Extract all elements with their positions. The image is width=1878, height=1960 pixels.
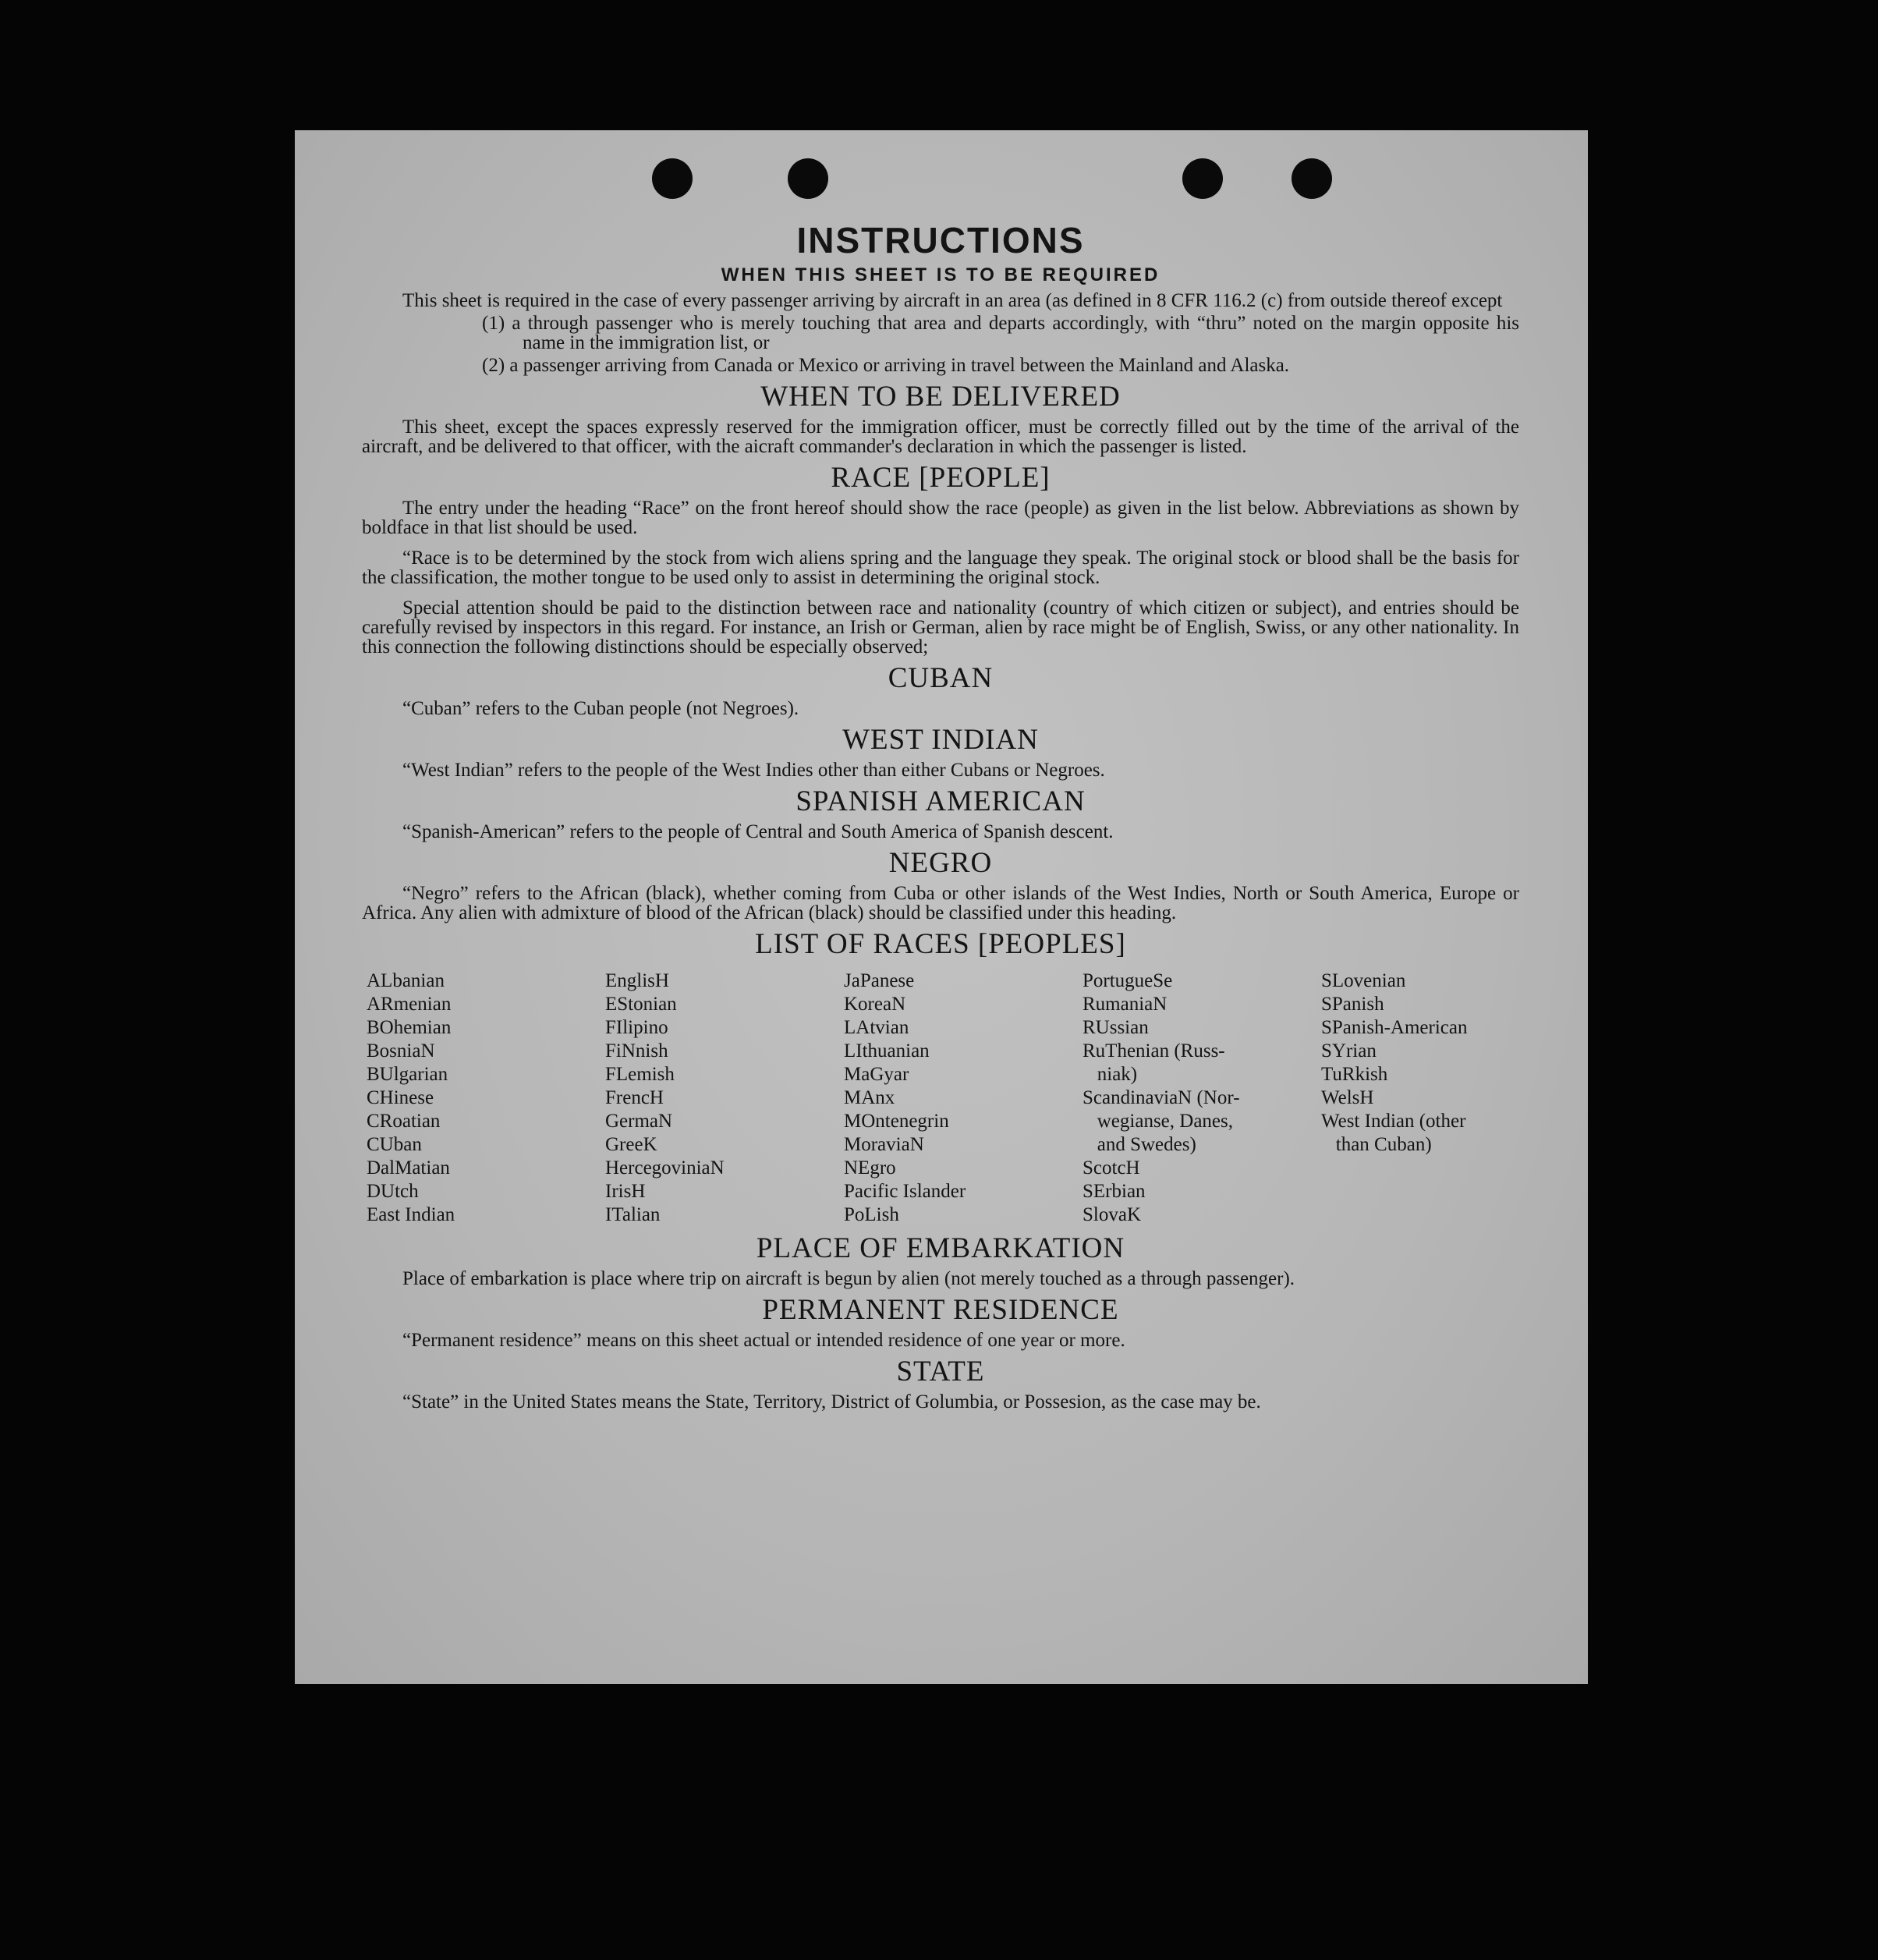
- cuban-paragraph: “Cuban” refers to the Cuban people (not Negroes).: [402, 698, 799, 719]
- races-list: [367, 969, 1519, 1227]
- race-entry: ScandinaviaN (Nor-: [1083, 1087, 1240, 1108]
- race-entry: MAnx: [844, 1087, 895, 1108]
- race-entry: SPanish: [1321, 994, 1384, 1015]
- race-entry: RumaniaN: [1083, 994, 1168, 1015]
- race-entry: ALbanian: [367, 970, 445, 991]
- race-paragraph-2: “Race is to be determined by the stock from wich aliens spring and the language they speak. The original stock or blood shall be the basis for the classification, the mother tongue to be used only to assist in determining the original stock.: [362, 548, 1519, 588]
- races-column: [605, 969, 844, 1227]
- race-entry: ARmenian: [367, 994, 452, 1015]
- races-column: [1321, 969, 1555, 1227]
- section-heading-west-indian: WEST INDIAN: [842, 724, 1039, 756]
- race-entry: RuThenian (Russ-: [1083, 1040, 1225, 1062]
- exception-item-2: (2) a passenger arriving from Canada or Mexico or arriving in travel between the Mainland and Alaska.: [482, 355, 1290, 376]
- race-entry: BosniaN: [367, 1040, 435, 1062]
- race-entry: TuRkish: [1321, 1064, 1388, 1085]
- race-entry: than Cuban): [1321, 1134, 1432, 1155]
- race-entry: niak): [1083, 1064, 1138, 1085]
- state-paragraph: “State” in the United States means the State, Territory, District of Golumbia, or Possesion, as the case may be.: [402, 1391, 1261, 1412]
- section-heading-cuban: CUBAN: [888, 662, 994, 694]
- race-entry: HercegoviniaN: [605, 1157, 725, 1178]
- spanish-american-paragraph: “Spanish-American” refers to the people of Central and South America of Spanish descent.: [402, 821, 1114, 842]
- race-entry: CUban: [367, 1134, 422, 1155]
- instruction-sheet: [295, 130, 1588, 1684]
- race-entry: CHinese: [367, 1087, 434, 1108]
- section-heading-embarkation: PLACE OF EMBARKATION: [756, 1232, 1125, 1264]
- race-entry: RUssian: [1083, 1017, 1149, 1038]
- race-entry: GreeK: [605, 1134, 657, 1155]
- residence-paragraph: “Permanent residence” means on this sheet actual or intended residence of one year or more.: [402, 1330, 1125, 1351]
- section-heading-negro: NEGRO: [888, 847, 993, 879]
- race-entry: EnglisH: [605, 970, 669, 991]
- race-entry: GermaN: [605, 1111, 673, 1132]
- race-entry: NEgro: [844, 1157, 896, 1178]
- race-paragraph-3: Special attention should be paid to the distinction between race and nationality (country of which citizen or subject), and entries should be carefully revised by inspectors in this regard. For instance, an Irish or German, alien by race might be of English, Swiss, or any other nationality. In this connection the following distinctions should be especially observed;: [362, 597, 1519, 657]
- race-entry: and Swedes): [1083, 1134, 1196, 1155]
- race-entry: WelsH: [1321, 1087, 1374, 1108]
- section-heading-delivered: WHEN TO BE DELIVERED: [760, 381, 1121, 413]
- embarkation-paragraph: Place of embarkation is place where trip on aircraft is begun by alien (not merely touched as a through passenger).: [402, 1268, 1295, 1289]
- punch-hole: [1182, 158, 1223, 199]
- race-entry: BOhemian: [367, 1017, 452, 1038]
- west-indian-paragraph: “West Indian” refers to the people of the West Indies other than either Cubans or Negroes.: [402, 760, 1105, 781]
- race-entry: SPanish-American: [1321, 1017, 1468, 1038]
- section-heading-spanish-american: SPANISH AMERICAN: [795, 785, 1086, 817]
- race-entry: FIlipino: [605, 1017, 668, 1038]
- negro-paragraph: “Negro” refers to the African (black), whether coming from Cuba or other islands of the West Indies, North or South America, Europe or Africa. Any alien with admixture of blood of the African (black) should be classified under this heading.: [362, 883, 1519, 923]
- race-entry: Pacific Islander: [844, 1181, 966, 1202]
- race-entry: CRoatian: [367, 1111, 441, 1132]
- races-column: [844, 969, 1083, 1227]
- race-entry: MaGyar: [844, 1064, 909, 1085]
- section-heading-residence: PERMANENT RESIDENCE: [762, 1294, 1119, 1326]
- race-entry: PoLish: [844, 1204, 899, 1225]
- race-entry: PortugueSe: [1083, 970, 1173, 991]
- race-entry: EStonian: [605, 994, 677, 1015]
- race-entry: SLovenian: [1321, 970, 1406, 991]
- section-heading-race: RACE [PEOPLE]: [831, 462, 1051, 494]
- race-entry: FLemish: [605, 1064, 675, 1085]
- race-entry: MOntenegrin: [844, 1111, 949, 1132]
- race-entry: wegianse, Danes,: [1083, 1111, 1233, 1132]
- race-entry: ITalian: [605, 1204, 661, 1225]
- race-entry: FiNnish: [605, 1040, 668, 1062]
- races-column: [367, 969, 605, 1227]
- race-entry: SYrian: [1321, 1040, 1377, 1062]
- race-entry: ScotcH: [1083, 1157, 1140, 1178]
- exception-item-1: (1) a through passenger who is merely touching that area and departs accordingly, with “thru” noted on the margin opposite his name in the immigration list, or: [482, 313, 1519, 353]
- race-entry: LAtvian: [844, 1017, 909, 1038]
- race-entry: MoraviaN: [844, 1134, 924, 1155]
- page-subtitle: WHEN THIS SHEET IS TO BE REQUIRED: [721, 264, 1160, 285]
- race-entry: FrencH: [605, 1087, 664, 1108]
- punch-hole: [652, 158, 693, 199]
- race-entry: BUlgarian: [367, 1064, 448, 1085]
- races-column: [1083, 969, 1321, 1227]
- section-heading-races-list: LIST OF RACES [PEOPLES]: [755, 928, 1126, 960]
- race-entry: East Indian: [367, 1204, 455, 1225]
- race-entry: DalMatian: [367, 1157, 450, 1178]
- race-paragraph-1: The entry under the heading “Race” on the front hereof should show the race (people) as given in the list below. Abbreviations as shown by boldface in that list should be used.: [362, 498, 1519, 538]
- race-entry: IrisH: [605, 1181, 646, 1202]
- intro-paragraph: This sheet is required in the case of every passenger arriving by aircraft in an area (as defined in 8 CFR 116.2 (c) from outside thereof except: [402, 290, 1503, 311]
- race-entry: SlovaK: [1083, 1204, 1141, 1225]
- race-entry: LIthuanian: [844, 1040, 930, 1062]
- race-entry: JaPanese: [844, 970, 915, 991]
- page-title: INSTRUCTIONS: [796, 220, 1085, 261]
- race-entry: KoreaN: [844, 994, 906, 1015]
- race-entry: West Indian (other: [1321, 1111, 1466, 1132]
- delivered-paragraph: This sheet, except the spaces expressly reserved for the immigration officer, must be correctly filled out by the time of the arrival of the aircraft, and be delivered to that officer, with the aicraft commander's declaration in which the passenger is listed.: [362, 416, 1519, 457]
- section-heading-state: STATE: [896, 1356, 985, 1388]
- punch-hole: [1292, 158, 1332, 199]
- punch-hole: [788, 158, 828, 199]
- race-entry: DUtch: [367, 1181, 419, 1202]
- race-entry: SErbian: [1083, 1181, 1146, 1202]
